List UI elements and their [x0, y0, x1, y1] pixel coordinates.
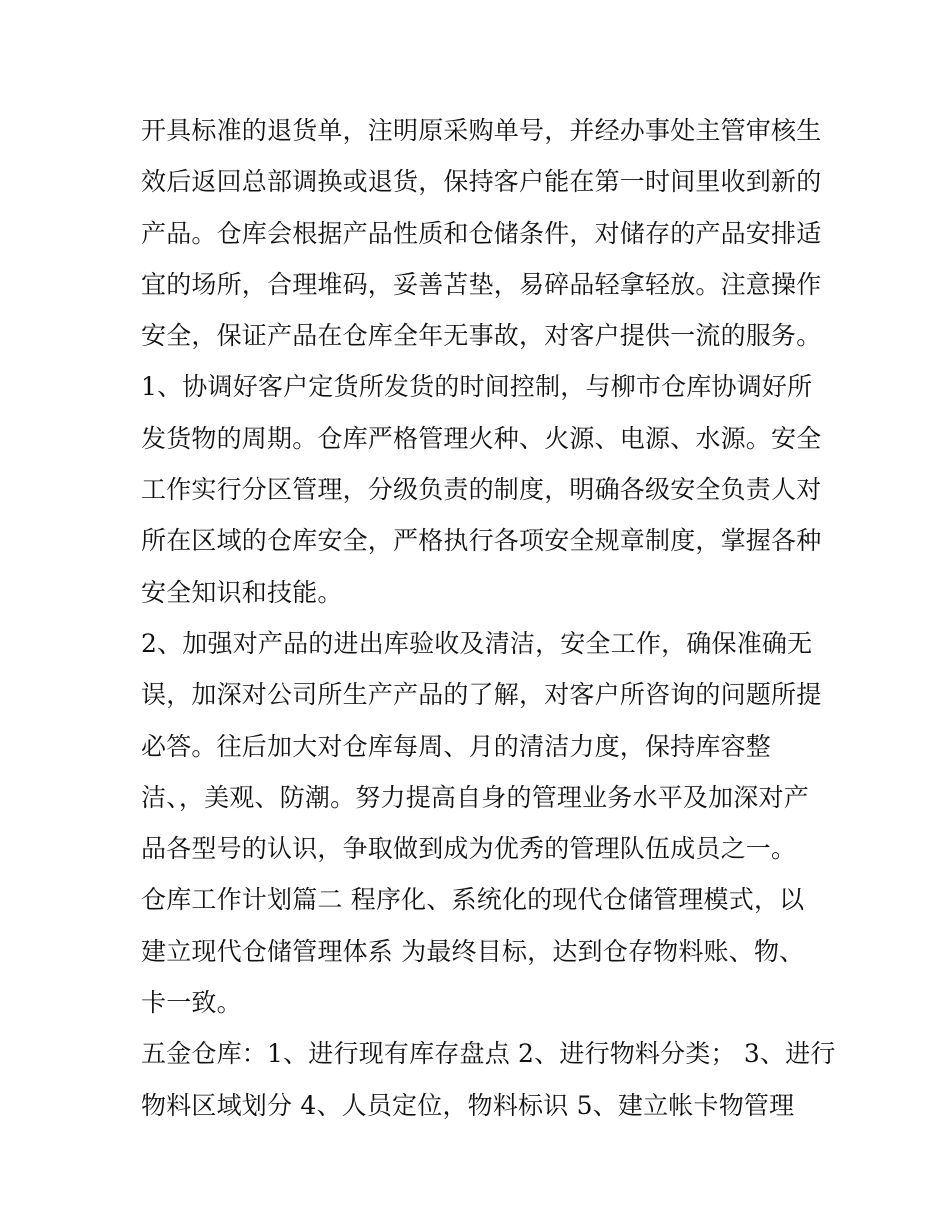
text-line: 发货物的周期。仓库严格管理火种、火源、电源、水源。安全 [141, 423, 822, 453]
body-text [141, 105, 836, 1131]
text-line: 开具标准的退货单，注明原采购单号，并经办事处主管审核生 [141, 116, 822, 145]
text-line: 卡一致。 [141, 988, 242, 1018]
text-line: 效后返回总部调换或退货，保持客户能在第一时间里收到新的 [141, 167, 822, 197]
text-line: 安全知识和技能。 [141, 577, 343, 607]
text-line: 建立现代仓储管理体系 为最终目标，达到仓存物料账、物、 [141, 936, 805, 966]
text-line: 2、加强对产品的进出库验收及清洁，安全工作，确保准确无 [141, 628, 813, 658]
text-line: 五金仓库：1、进行现有库存盘点 2、进行物料分类； 3、进行 [141, 1039, 836, 1069]
text-line: 洁、，美观、防潮。努力提高自身的管理业务水平及加深对产 [141, 782, 809, 812]
text-line: 误，加深对公司所生产产品的了解，对客户所咨询的问题所提 [141, 680, 822, 710]
text-line: 品各型号的认识，争取做到成为优秀的管理队伍成员之一。 [141, 834, 797, 864]
text-line: 1、协调好客户定货所发货的时间控制，与柳市仓库协调好所 [141, 372, 813, 402]
text-line: 宜的场所，合理堆码，妥善苫垫，易碎品轻拿轻放。注意操作 [141, 269, 822, 299]
text-line: 所在区域的仓库安全，严格执行各项安全规章制度，掌握各种 [141, 526, 822, 556]
text-line: 仓库工作计划篇二 程序化、系统化的现代仓储管理模式，以 [141, 885, 805, 915]
text-line: 安全，保证产品在仓库全年无事故，对客户提供一流的服务。 [141, 321, 822, 351]
text-line: 工作实行分区管理，分级负责的制度，明确各级安全负责人对 [141, 475, 822, 505]
text-line: 物料区域划分 4、人员定位，物料标识 5、建立帐卡物管理 [141, 1090, 795, 1120]
text-line: 必答。往后加大对仓库每周、月的清洁力度，保持库容整 [141, 731, 772, 761]
text-line: 产品。仓库会根据产品性质和仓储条件，对储存的产品安排适 [141, 218, 822, 248]
